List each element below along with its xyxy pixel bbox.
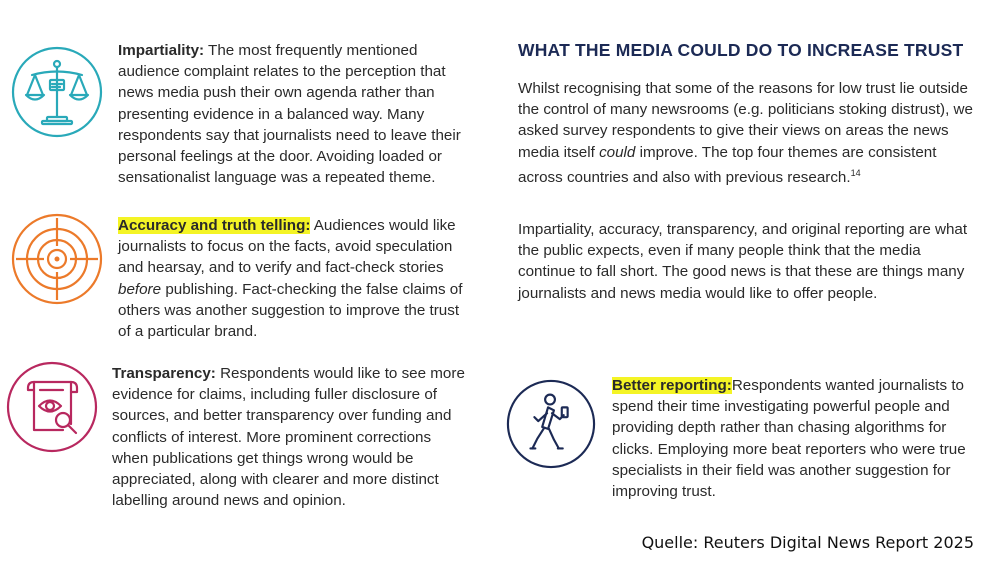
accuracy-emphasis: before <box>118 280 162 298</box>
reporting-body: espondents wanted journalists to spend their time investigating powerful people and providing depth rather than chasing algorithms for clicks. Employing more beat reporters who were true specialists in their field was another suggestion for improving trust. <box>612 377 966 501</box>
scales-icon <box>10 45 104 139</box>
intro-paragraph <box>518 78 978 188</box>
reporting-label: Better reporting: <box>612 377 732 394</box>
intro-text: Whilst recognising that some of the reasons for low trust lie outside the control of many newsrooms (e.g. politicians stoking distrust), we asked survey respondents to give their views on areas the news media itself <box>518 80 973 161</box>
document-eye-icon <box>5 360 99 454</box>
intro-emphasis: could <box>599 143 636 161</box>
transparency-body: Respondents would like to see more evidence for claims, including fuller disclosure of sources, and better transparency over funding and conflicts of interest. More prominent corrections when publications get things wrong would be appreciated, along with clearer and more distinct labelling around news and opinion. <box>112 365 465 510</box>
accuracy-paragraph <box>118 215 470 342</box>
accuracy-body-end: publishing. Fact-checking the false claims of others was another suggestion to improve the trust of a particular brand. <box>118 280 463 341</box>
footnote-marker: 14 <box>850 167 861 178</box>
transparency-paragraph <box>112 363 467 511</box>
target-icon <box>10 212 104 306</box>
accuracy-body: Audiences would like journalists to focus on the facts, avoid speculation and hearsay, and to verify and fact-check stories <box>118 217 456 277</box>
impartiality-label: Impartiality: <box>118 42 205 59</box>
transparency-label: Transparency: <box>112 365 216 382</box>
source-caption: Quelle: Reuters Digital News Report 2025 <box>641 533 974 552</box>
reporting-paragraph <box>612 375 977 502</box>
accuracy-label: Accuracy and truth telling: <box>118 217 311 234</box>
impartiality-paragraph <box>118 40 463 188</box>
walking-person-icon <box>505 378 597 470</box>
reporting-first-letter: R <box>731 377 743 394</box>
summary-text: Impartiality, accuracy, transparency, and original reporting are what the public expects, even if many people think that the media continue to fall short. The good news is that these are things many journalists and news media would like to offer people. <box>518 221 968 302</box>
intro-text-end: improve. The top four themes are consistent across countries and also with previous research. <box>518 143 937 186</box>
section-heading: WHAT THE MEDIA COULD DO TO INCREASE TRUST <box>518 40 964 60</box>
summary-paragraph <box>518 219 978 304</box>
impartiality-body: The most frequently mentioned audience complaint relates to the perception that news media push their own agenda rather than presenting evidence in a balanced way. Many respondents say that journalists need to leave their personal feelings at the door. Avoiding loaded or sensationalist language was a repeated theme. <box>118 42 461 187</box>
